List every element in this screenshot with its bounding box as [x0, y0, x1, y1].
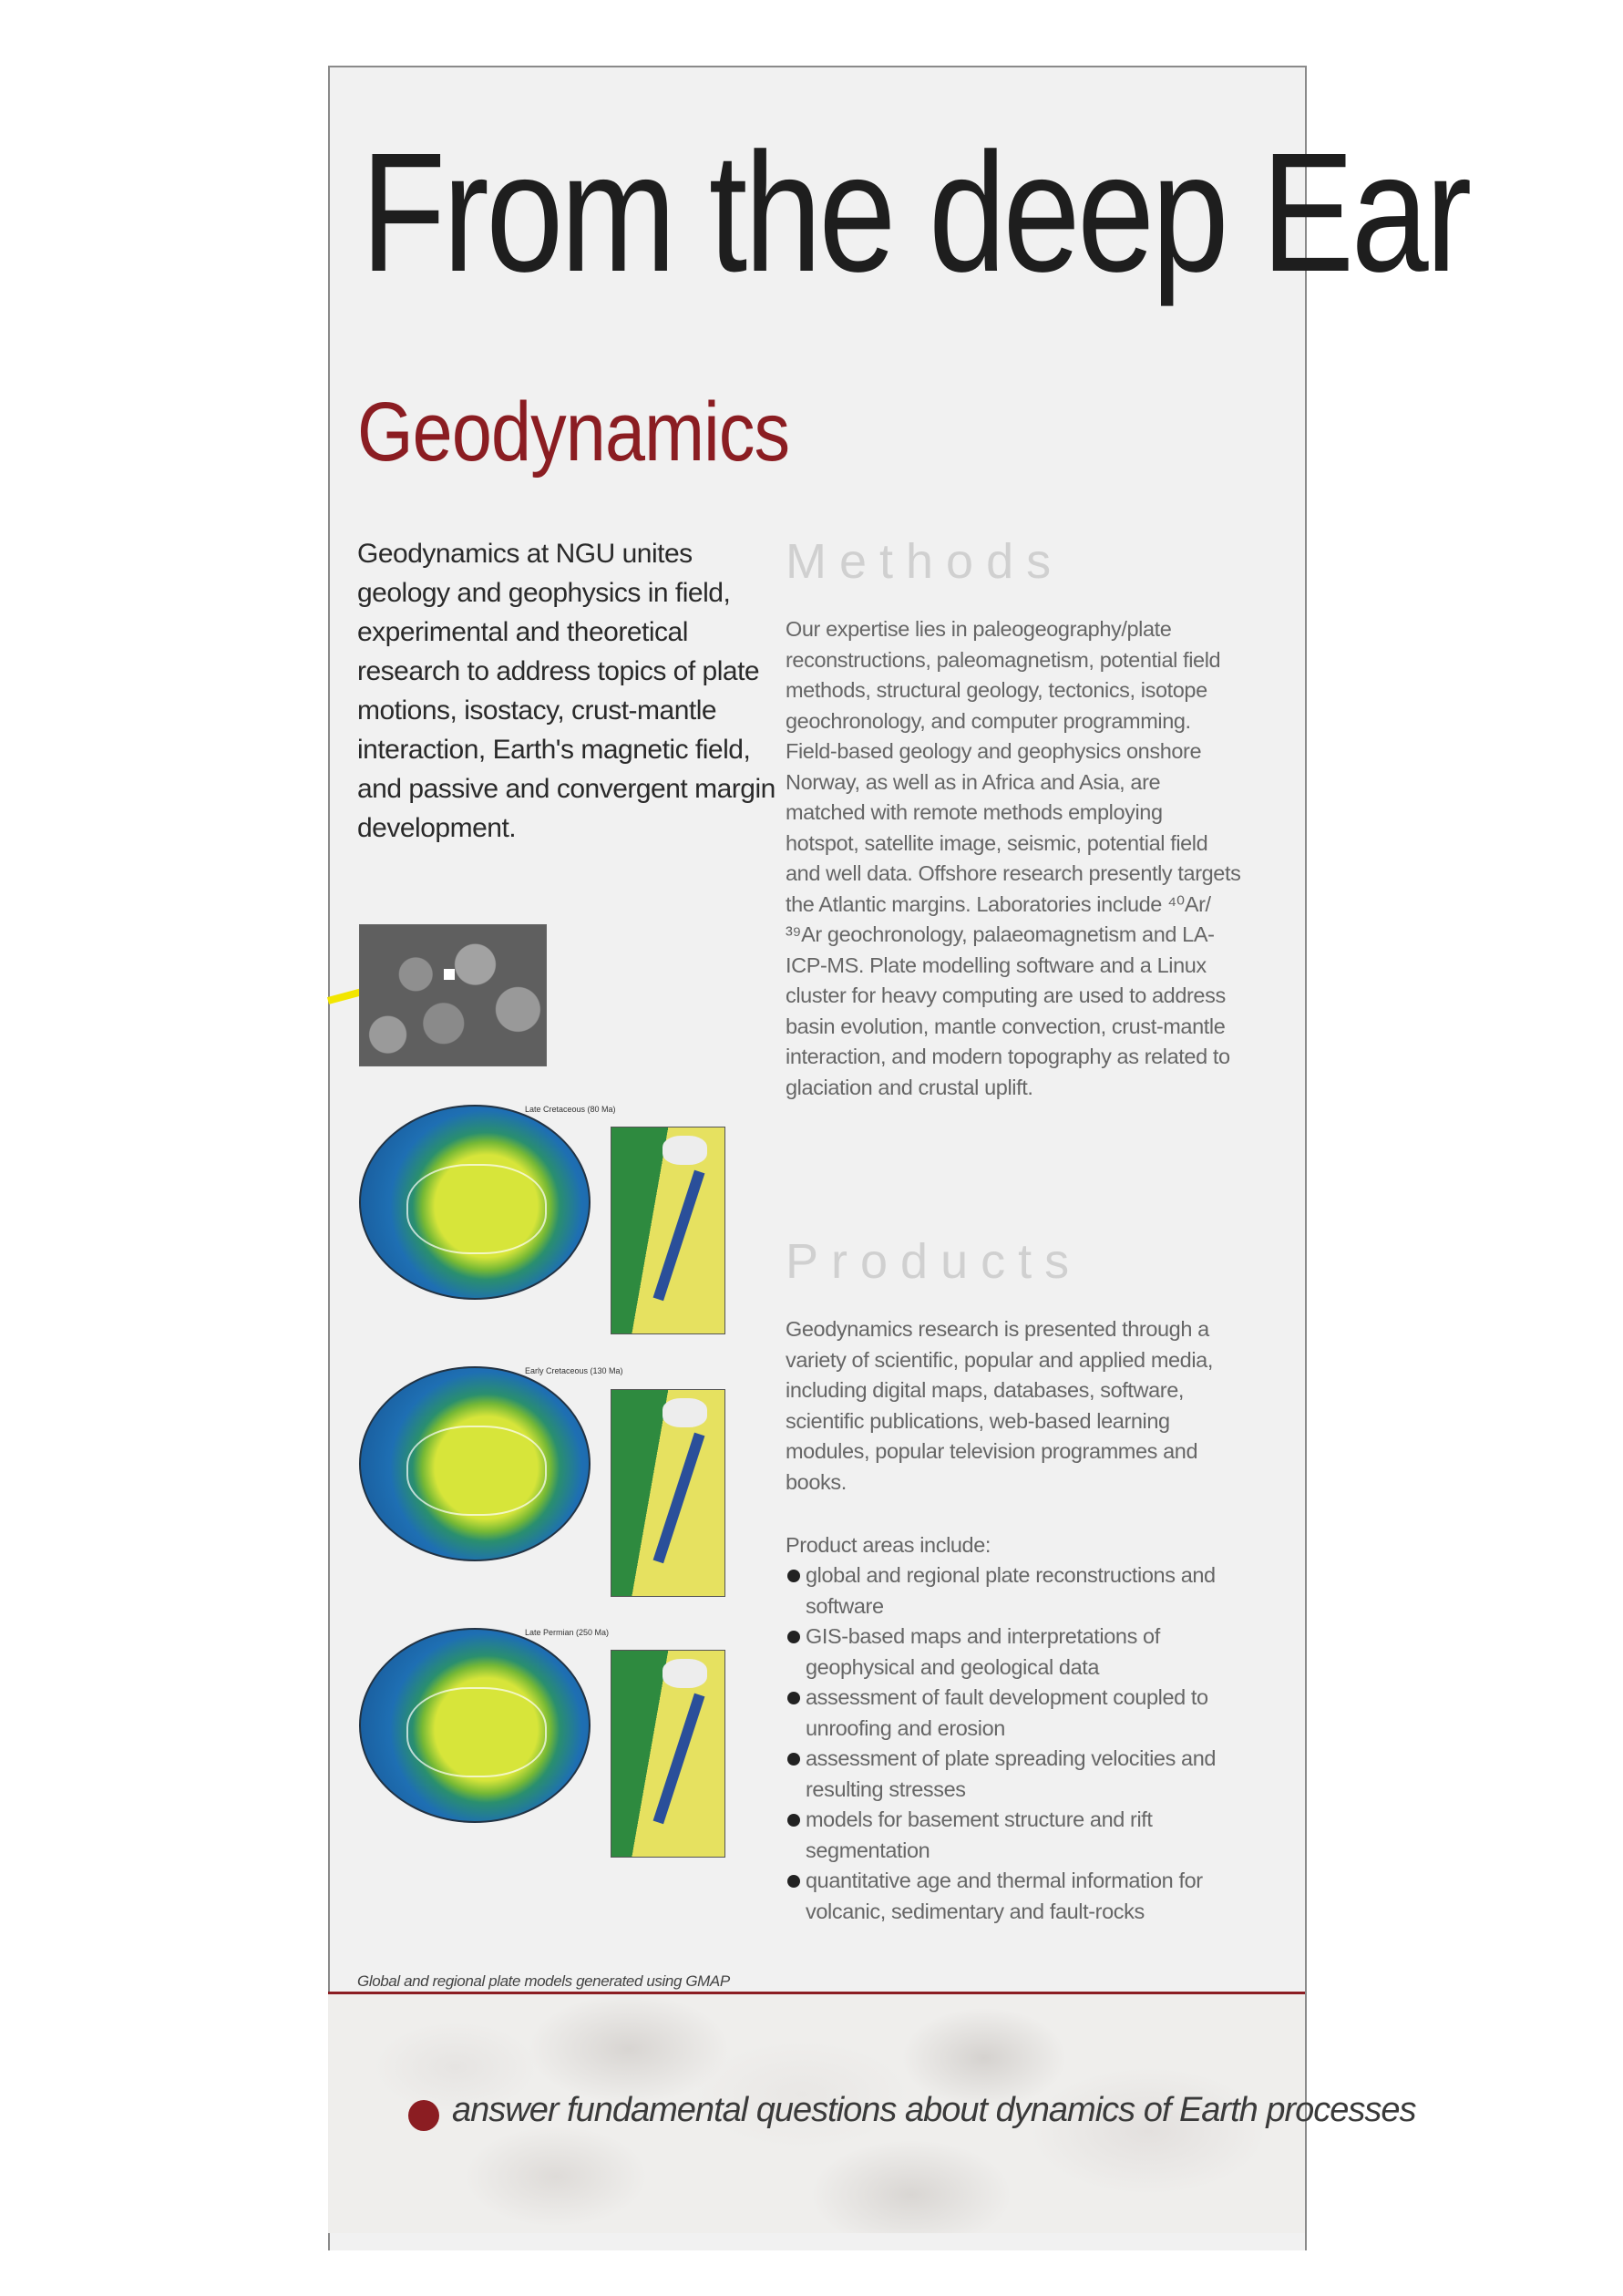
products-text: Geodynamics research is presented through a variety of scientific, popular and applied media, including digital maps, databases, software, scientific publications, web-based learning modules, popular television programmes and books.	[786, 1317, 1213, 1494]
page-title: From the deep Ear	[361, 118, 1469, 307]
product-areas-list	[786, 1560, 1241, 1927]
globe-map-2	[359, 1366, 591, 1561]
era-label-3: Late Permian (250 Ma)	[525, 1628, 610, 1637]
methods-heading: Methods	[786, 534, 1064, 589]
list-item: quantitative age and thermal information for volcanic, sedimentary and fault-rocks	[786, 1866, 1241, 1927]
list-item: assessment of plate spreading velocities and resulting stresses	[786, 1744, 1241, 1805]
products-heading: Products	[786, 1234, 1083, 1289]
globe-map-3	[359, 1628, 591, 1823]
bullet-icon	[408, 2100, 439, 2131]
regional-map-3	[611, 1650, 725, 1858]
list-item: GIS-based maps and interpretations of geophysical and geological data	[786, 1622, 1241, 1683]
methods-text: Our expertise lies in paleogeography/plate reconstructions, paleomagnetism, potential field methods, structural geology, tectonics, isotope geochronology, and computer programming. Field-based geology and geophysics onshore Norway, as well as in Africa and Asia, are matched with remote methods employing hotspot, satellite image, seismic, potential field and well data. Offshore research presently targets the Atlantic margins. Laboratories include ⁴⁰Ar/³⁹Ar geochronology, palaeomagnetism and LA-ICP-MS. Plate modelling software and a Linux cluster for heavy computing are used to address basin evolution, mantle convection, crust-mantle interaction, and modern topography as related to glaciation and crustal uplift.	[786, 617, 1241, 1099]
photo-marker	[444, 969, 455, 980]
pillow-lava-photo	[359, 924, 547, 1066]
globe-map-1	[359, 1105, 591, 1300]
era-label-1: Late Cretaceous (80 Ma)	[525, 1105, 616, 1114]
list-item: global and regional plate reconstructions and software	[786, 1560, 1241, 1622]
regional-map-1	[611, 1127, 725, 1334]
footer-band	[328, 1992, 1416, 2233]
section-title: Geodynamics	[357, 386, 790, 479]
regional-map-2	[611, 1389, 725, 1597]
footer-tagline: answer fundamental questions about dynamics of Earth processes	[452, 2091, 1416, 2129]
brochure-panel	[328, 66, 1469, 2250]
list-item: assessment of fault development coupled to unroofing and erosion	[786, 1683, 1241, 1744]
era-label-2: Early Cretaceous (130 Ma)	[525, 1366, 623, 1375]
figure-caption: Global and regional plate models generated using GMAP	[357, 1972, 730, 1990]
list-item: models for basement structure and rift segmentation	[786, 1805, 1241, 1866]
products-areas-intro: Product areas include:	[786, 1533, 991, 1557]
intro-paragraph: Geodynamics at NGU unites geology and geophysics in field, experimental and theoretical research to address topics of plate motions, isostacy, crust-mantle interaction, Earth's magnetic field, and passive and convergent margin development.	[357, 539, 776, 843]
